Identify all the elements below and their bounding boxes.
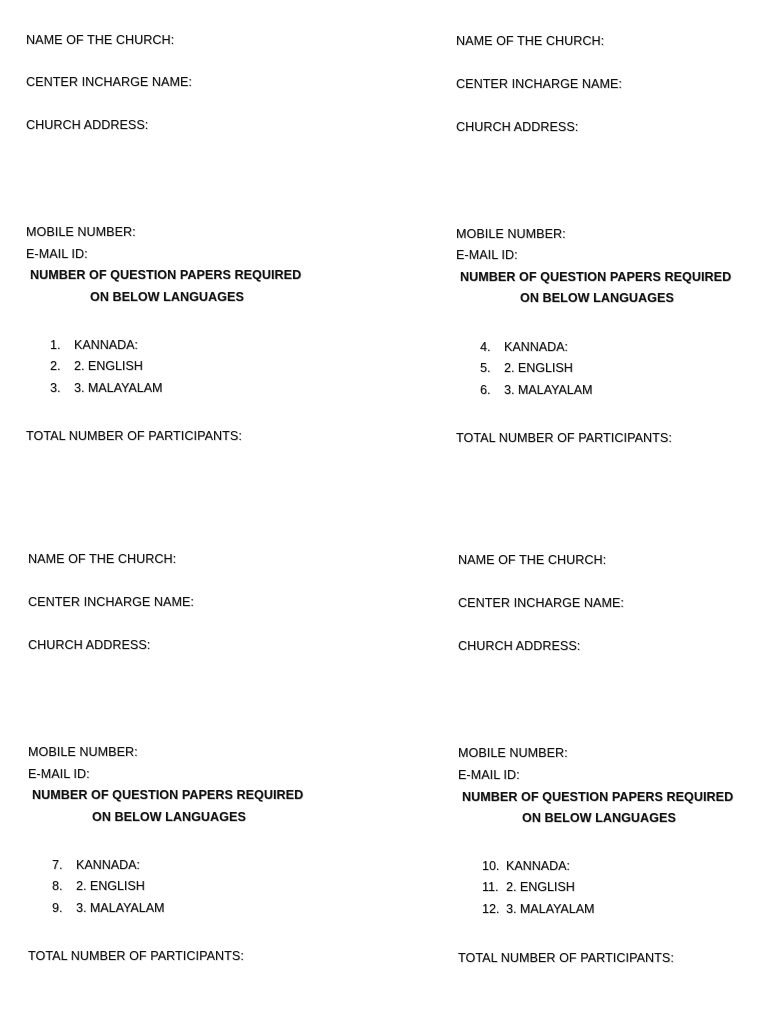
center-incharge-label: CENTER INCHARGE NAME: [456,77,623,91]
email-id-label: E-MAIL ID: [26,247,88,261]
language-item-english: 11. 2. ENGLISH [482,880,575,894]
languages-subheading: ON BELOW LANGUAGES [520,291,674,305]
mobile-number-label: MOBILE NUMBER: [456,227,566,241]
languages-subheading: ON BELOW LANGUAGES [92,810,246,824]
languages-subheading: ON BELOW LANGUAGES [90,290,244,304]
registration-form-3 [28,552,328,992]
language-item-kannada: 1. KANNADA: [50,338,138,352]
center-incharge-label: CENTER INCHARGE NAME: [26,75,193,89]
email-id-label: E-MAIL ID: [28,767,90,781]
church-name-label: NAME OF THE CHURCH: [458,553,607,567]
registration-form-4 [458,553,758,993]
language-item-malayalam: 12. 3. MALAYALAM [482,902,595,916]
language-item-malayalam: 9. 3. MALAYALAM [52,901,165,915]
language-item-kannada: 4. KANNADA: [480,340,568,354]
center-incharge-label: CENTER INCHARGE NAME: [458,596,625,610]
total-participants-label: TOTAL NUMBER OF PARTICIPANTS: [26,429,242,443]
church-name-label: NAME OF THE CHURCH: [26,33,175,47]
language-item-malayalam: 3. 3. MALAYALAM [50,381,163,395]
total-participants-label: TOTAL NUMBER OF PARTICIPANTS: [458,951,674,965]
mobile-number-label: MOBILE NUMBER: [28,745,138,759]
church-name-label: NAME OF THE CHURCH: [456,34,605,48]
church-address-label: CHURCH ADDRESS: [26,118,149,132]
mobile-number-label: MOBILE NUMBER: [458,746,568,760]
language-item-english: 2. 2. ENGLISH [50,359,143,373]
center-incharge-label: CENTER INCHARGE NAME: [28,595,195,609]
language-item-english: 5. 2. ENGLISH [480,361,573,375]
language-item-kannada: 7. KANNADA: [52,858,140,872]
registration-form-2 [456,34,756,474]
language-item-malayalam: 6. 3. MALAYALAM [480,383,593,397]
language-item-kannada: 10. KANNADA: [482,859,570,873]
languages-subheading: ON BELOW LANGUAGES [522,811,676,825]
question-papers-heading: NUMBER OF QUESTION PAPERS REQUIRED [460,270,732,284]
church-address-label: CHURCH ADDRESS: [456,120,579,134]
church-address-label: CHURCH ADDRESS: [28,638,151,652]
total-participants-label: TOTAL NUMBER OF PARTICIPANTS: [28,949,244,963]
church-name-label: NAME OF THE CHURCH: [28,552,177,566]
email-id-label: E-MAIL ID: [456,248,518,262]
question-papers-heading: NUMBER OF QUESTION PAPERS REQUIRED [32,788,304,802]
total-participants-label: TOTAL NUMBER OF PARTICIPANTS: [456,431,672,445]
question-papers-heading: NUMBER OF QUESTION PAPERS REQUIRED [462,790,734,804]
registration-form-1 [26,33,326,473]
email-id-label: E-MAIL ID: [458,768,520,782]
question-papers-heading: NUMBER OF QUESTION PAPERS REQUIRED [30,268,302,282]
language-item-english: 8. 2. ENGLISH [52,879,145,893]
church-address-label: CHURCH ADDRESS: [458,639,581,653]
mobile-number-label: MOBILE NUMBER: [26,225,136,239]
